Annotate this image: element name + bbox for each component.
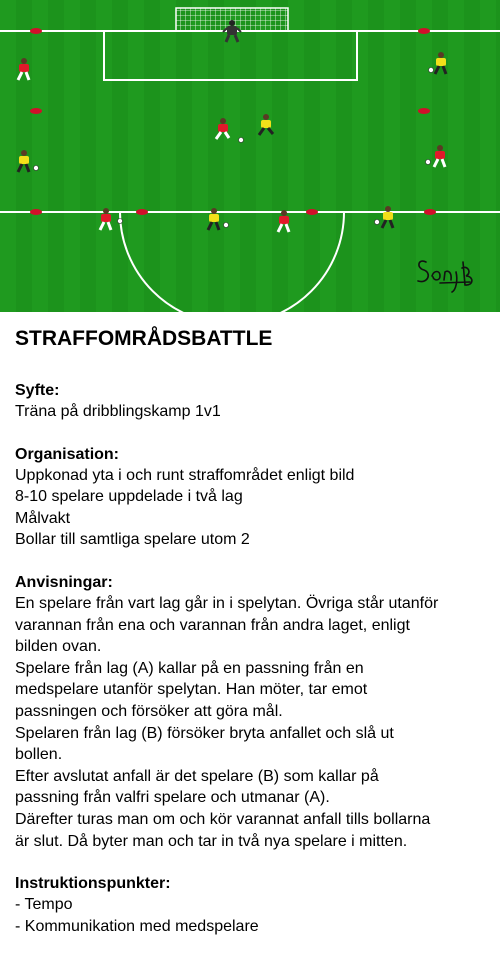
section-line: bollen. xyxy=(15,746,63,764)
ball xyxy=(429,68,434,73)
cone xyxy=(418,28,430,34)
ball xyxy=(224,223,229,228)
section-line: är slut. Då byter man och tar in två nya spelare i mitten. xyxy=(15,832,408,850)
cone xyxy=(306,209,318,215)
section-line: Efter avslutat anfall är det spelare (B) som kallar på xyxy=(15,767,379,785)
cone xyxy=(418,108,430,114)
section-line: passning från valfri spelare och utmanar (A). xyxy=(15,789,330,807)
ball xyxy=(239,138,244,143)
section-line: passningen och försöker att göra mål. xyxy=(15,702,283,720)
pitch-diagram xyxy=(0,0,500,312)
section-line: Bollar till samtliga spelare utom 2 xyxy=(15,531,250,549)
section-line: En spelare från vart lag går in i spelytan. Övriga står utanför xyxy=(15,594,439,612)
section-line: Uppkonad yta i och runt straffområdet enligt bild xyxy=(15,466,355,484)
section-organisation xyxy=(15,444,495,551)
section-line: varannan från ena och varannan från andra laget, enligt xyxy=(15,616,410,634)
cone xyxy=(424,209,436,215)
section-line: Spelare från lag (A) kallar på en passning från en xyxy=(15,659,364,677)
section-line: Därefter turas man om och kör varannat anfall tills bollarna xyxy=(15,810,431,828)
section-anvisningar xyxy=(15,572,495,852)
section-heading: Anvisningar: xyxy=(15,573,113,591)
ball xyxy=(118,219,123,224)
ball xyxy=(426,160,431,165)
grass xyxy=(0,0,500,312)
section-line: - Kommunikation med medspelare xyxy=(15,917,259,935)
ball xyxy=(375,220,380,225)
section-line: Träna på dribblingskamp 1v1 xyxy=(15,403,221,420)
section-line: medspelare utanför spelytan. Han möter, tar emot xyxy=(15,681,368,699)
ball xyxy=(34,166,39,171)
section-heading: Organisation: xyxy=(15,445,120,463)
section-line: bilden ovan. xyxy=(15,638,102,656)
section-syfte xyxy=(15,380,495,423)
cone xyxy=(136,209,148,215)
section-line: - Tempo xyxy=(15,896,73,914)
document-body xyxy=(15,326,495,958)
section-line: Målvakt xyxy=(15,509,71,527)
section-heading: Instruktionspunkter: xyxy=(15,875,171,893)
cone xyxy=(30,28,42,34)
document-title: STRAFFOMRÅDSBATTLE xyxy=(15,327,273,350)
cone xyxy=(30,209,42,215)
section-line: Spelaren från lag (B) försöker bryta anfallet och slå ut xyxy=(15,724,394,742)
section-instruktionspunkter xyxy=(15,873,495,937)
section-heading: Syfte: xyxy=(15,382,60,399)
cone xyxy=(30,108,42,114)
section-line: 8-10 spelare uppdelade i två lag xyxy=(15,488,243,506)
